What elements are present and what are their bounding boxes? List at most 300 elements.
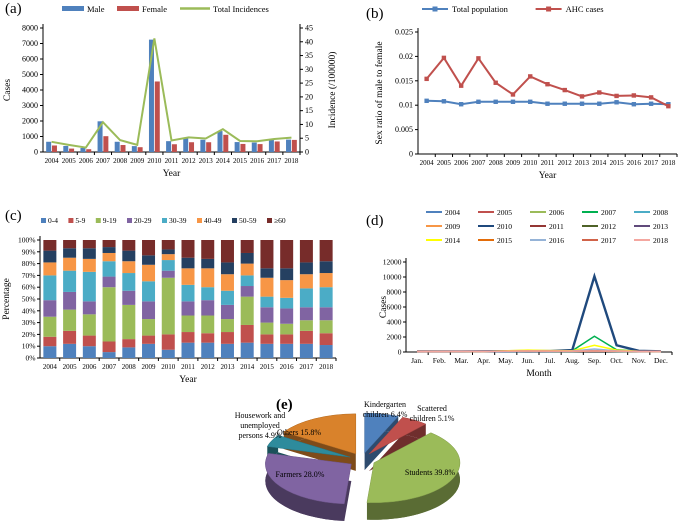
x-tick: Jun. [521,356,535,365]
stack-segment [241,286,254,297]
bar-female [189,142,194,152]
x-tick: 2016 [279,363,294,371]
pie-label: persons 4.9% [238,431,282,440]
legend-label: 2005 [497,208,512,217]
stack-segment [300,288,313,307]
stack-segment [300,274,313,288]
x-tick: Nov. [631,356,646,365]
stack-segment [320,240,333,261]
stack-segment [320,261,333,273]
x-tick: 2005 [62,363,77,371]
legend-label: 5-9 [75,216,86,225]
stack-segment [83,346,96,358]
stack-segment [103,287,116,341]
stack-segment [221,291,234,305]
stack-segment [241,264,254,276]
legend-swatch [232,218,237,223]
y-tick: 8000 [386,287,402,297]
stack-segment [142,281,155,301]
y-tick: 50% [21,294,36,304]
x-tick: Dec. [653,356,668,365]
x-axis-title: Year [179,375,197,385]
legend-d [426,208,668,245]
stack-segment [103,277,116,288]
legend-label: 2007 [601,208,616,217]
stack-segment [63,292,76,310]
legend-swatch [117,6,139,11]
stack-segment [142,301,155,319]
panel-b [342,0,685,198]
marker [545,82,549,86]
marker [528,74,532,78]
stack-segment [280,334,293,343]
x-tick: Aug. [564,356,580,365]
stack-segment [280,308,293,323]
stack-segment [122,251,135,262]
stack-segment [182,316,195,333]
series-line-2007 [417,336,661,351]
x-tick: 2004 [42,363,57,371]
stack-segment [142,255,155,264]
stack-segment [162,278,175,335]
stack-segment [320,333,333,345]
stack-segment [260,307,273,322]
y-tick: 0.025 [395,27,413,37]
marker [476,100,480,104]
x-tick: 2018 [319,363,334,371]
stack-segment [43,337,56,346]
bar-male [132,146,137,152]
stack-segment [43,317,56,337]
series-line-2010 [417,276,661,351]
y-tick-right: 45 [305,23,313,33]
y-tick: 80% [21,259,36,269]
marker [649,95,653,99]
panel-d-monthly-line-chart [342,205,685,393]
pie-label: Scattered [417,404,447,413]
bar-male [269,140,274,152]
stack-segment [142,265,155,282]
x-tick: 2014 [215,157,230,165]
bar-male [200,140,205,152]
panel-d [342,205,685,393]
legend-label: 2006 [549,208,564,217]
y-tick-left: 7000 [22,39,38,48]
marker [563,102,567,106]
stack-segment [320,320,333,333]
bar-female [103,136,108,152]
stack-segment [83,272,96,302]
legend-swatch [96,218,101,223]
y-tick-left: 8000 [22,23,38,33]
bar-male [235,142,240,152]
x-tick: 2006 [82,363,97,371]
y-tick: 90% [21,247,36,257]
stack-segment [182,332,195,343]
marker [597,102,601,106]
bar-male [218,131,223,152]
y-tick: 6000 [386,302,402,312]
x-tick: 2007 [95,157,110,165]
x-tick: 2008 [488,159,503,167]
legend-label: ≥60 [274,216,286,225]
x-tick: 2013 [575,159,590,167]
x-tick: 2015 [259,363,274,371]
marker [476,56,480,60]
stack-segment [280,240,293,268]
x-tick: 2015 [233,157,248,165]
legend-label: 2010 [497,222,512,231]
stack-segment [221,274,234,291]
bar-male [115,142,120,152]
legend-swatch [267,218,272,223]
stack-segment [162,260,175,271]
stack-segment [162,254,175,260]
y-tick: 0 [397,347,402,357]
y-tick: 70% [21,270,36,280]
legend-label: Male [87,4,105,14]
marker [511,100,515,104]
panel-b-line-chart [342,0,685,198]
y-tick-left: 5000 [22,70,38,79]
stack-segment [260,334,273,343]
stack-segment [300,344,313,358]
stack-segment [241,297,254,325]
stack-segment [260,297,273,308]
stack-segment [201,333,214,342]
x-tick: 2015 [609,159,624,167]
legend-label: 2011 [549,222,564,231]
bar-female [52,145,57,152]
stack-segment [43,262,56,275]
legend-swatch [62,6,84,11]
x-tick: 2012 [557,159,572,167]
stack-segment [83,301,96,314]
marker [597,90,601,94]
y-tick: 0.005 [395,125,413,135]
marker [528,100,532,104]
bar-female [121,145,126,152]
stack-segment [43,240,56,251]
stack-segment [320,307,333,320]
y-tick-right: 10 [305,119,313,129]
stack-segment [122,291,135,305]
pie-label: Farmers 28.0% [275,470,325,479]
panel-a-bar-line-chart [0,0,342,198]
stack-segment [63,240,76,248]
y-tick-right: 35 [305,51,313,61]
legend-label: 30-39 [169,216,187,225]
stack-segment [142,240,155,255]
panel-label-c: (c) [5,208,22,224]
y-tick: 0.01 [399,100,413,110]
x-tick: 2017 [267,157,282,165]
legend-swatch [197,218,202,223]
stack-segment [320,273,333,287]
y-tick: 20% [21,329,36,339]
bar-male [80,148,85,152]
stack-segment [43,251,56,263]
stack-segment [201,259,214,268]
x-tick: Feb. [432,356,446,365]
bar-female [275,141,280,152]
bar-female [223,135,228,152]
legend-label: 2016 [549,236,564,245]
bar-female [292,140,297,152]
stack-segment [63,258,76,271]
stack-segment [260,240,273,268]
y-axis-title: Sex ratio of male to female [375,41,385,145]
stack-segment [280,280,293,298]
y-tick-right: 5 [305,133,309,143]
stack-segment [142,344,155,358]
stack-segment [241,343,254,358]
legend-label: 2018 [653,236,668,245]
stack-segment [122,347,135,358]
stack-segment [221,240,234,262]
bar-male [166,141,171,152]
y-tick-right: 0 [305,147,309,157]
stack-segment [260,344,273,358]
stack-segment [122,261,135,273]
stack-segment [201,240,214,259]
y-tick: 10000 [382,272,402,282]
x-tick: 2004 [44,157,59,165]
pie-label: Others 15.8% [277,428,321,437]
x-tick: Mar. [454,356,469,365]
stack-segment [162,240,175,249]
legend-label: 20-29 [134,216,152,225]
stack-segment [260,278,273,297]
stack-segment [201,268,214,287]
marker [666,104,670,108]
x-tick: Jul. [544,356,556,365]
legend-swatch [162,218,167,223]
legend-b [422,4,604,14]
stack-segment [43,346,56,358]
stack-segment [122,339,135,347]
legend-marker [433,7,438,12]
y-axis-title-right: Incidence (/100000) [328,51,338,129]
legend-label: 50-59 [239,216,257,225]
y-tick: 40% [21,306,36,316]
stack-segment [122,273,135,291]
marker [563,88,567,92]
stack-segment [83,259,96,272]
marker [614,94,618,98]
x-tick: 2013 [220,363,235,371]
stack-segment [83,248,96,259]
stack-segment [122,305,135,339]
stack-segment [103,341,116,352]
bar-female [172,144,177,152]
marker [494,100,498,104]
panel-label-b: (b) [366,6,384,22]
x-tick: 2005 [61,157,76,165]
stack-segment [260,268,273,277]
x-tick: 2009 [130,157,145,165]
stack-segment [182,343,195,358]
stack-segment [162,271,175,278]
x-axis-title: Year [162,169,181,179]
legend-swatch [41,218,46,223]
stack-segment [162,249,175,254]
x-tick: 2008 [113,157,128,165]
marker [459,102,463,106]
stack-segment [63,310,76,331]
x-tick: 2006 [78,157,93,165]
stack-segment [182,285,195,302]
stack-segment [83,240,96,248]
x-tick: 2007 [102,363,117,371]
bar-female [155,81,160,152]
marker [424,99,428,103]
marker [494,81,498,85]
x-tick: 2005 [436,159,451,167]
bar-male [63,146,68,152]
x-tick: Apr. [477,356,491,365]
stack-segment [83,336,96,347]
legend-label: 40-49 [204,216,222,225]
pie-label: Students 39.8% [404,468,456,477]
stack-segment [63,271,76,292]
x-tick: 2007 [471,159,486,167]
stack-segment [182,301,195,315]
x-tick: Oct. [610,356,623,365]
stack-segment [280,344,293,358]
marker [632,93,636,97]
legend-label: Total Incidences [213,4,269,14]
legend-label: 2015 [497,236,512,245]
y-tick-left: 3000 [22,101,38,110]
y-tick: 100% [18,235,36,245]
legend-label: 2009 [445,222,460,231]
x-tick: 2010 [161,363,176,371]
pie-label: children 6.4% [362,410,408,419]
stack-segment [300,320,313,331]
marker [580,102,584,106]
stack-segment [142,336,155,344]
stack-segment [63,248,76,257]
panel-label-e: (e) [276,397,293,413]
stack-segment [103,240,116,247]
x-tick: 2009 [505,159,520,167]
legend-label: AHC cases [565,4,604,14]
x-tick: 2016 [626,159,641,167]
y-tick-left: 2000 [22,116,38,126]
bar-female [240,144,245,152]
bar-male [286,140,291,152]
bar-male [46,142,51,152]
legend-a [62,4,269,14]
stack-segment [122,240,135,251]
bar-female [258,144,263,152]
y-tick: 0% [25,353,36,363]
y-tick: 0 [409,149,413,159]
legend-label: Total population [452,4,508,14]
x-tick: 2017 [299,363,314,371]
marker [632,102,636,106]
x-tick: 2012 [200,363,215,371]
y-tick: 0.015 [395,76,413,86]
marker [442,56,446,60]
x-tick: 2004 [419,159,434,167]
marker [614,100,618,104]
legend-label: 2012 [601,222,616,231]
stack-segment [201,316,214,334]
pie-slice-farmers [265,453,351,521]
legend-label: 2014 [445,236,460,245]
bar-male [183,138,188,152]
stack-segment [241,253,254,264]
y-tick-right: 25 [305,78,313,88]
legend-label: 2008 [653,208,668,217]
stack-segment [241,275,254,286]
y-axis-title: Percentage [2,278,12,320]
marker [545,102,549,106]
marker [511,92,515,96]
marker [459,83,463,87]
stack-segment [162,334,175,349]
line-total-incidences [52,38,292,147]
x-tick: 2010 [147,157,162,165]
x-tick: 2009 [141,363,156,371]
panel-e-pie-chart [118,393,573,524]
x-axis-title: Month [526,369,552,379]
x-tick: 2008 [121,363,136,371]
x-tick: Jan. [411,356,424,365]
pie-label: children 5.1% [409,414,455,423]
y-tick-left: 0 [34,147,38,157]
stack-segment [221,319,234,332]
pie-label: unemployed [240,421,280,430]
y-tick: 60% [21,282,36,292]
bar-female [138,147,143,152]
x-tick: 2018 [284,157,299,165]
stack-segment [221,262,234,274]
stack-segment [182,240,195,258]
x-tick: 2012 [181,157,196,165]
stack-segment [201,343,214,358]
x-tick: 2013 [198,157,213,165]
x-tick: 2006 [454,159,469,167]
x-tick: May. [498,356,514,365]
x-tick: 2017 [644,159,659,167]
x-axis-title: Year [538,171,557,181]
marker [580,94,584,98]
stack-segment [260,323,273,335]
stack-segment [43,300,56,317]
stack-segment [201,300,214,315]
legend-label: 2013 [653,222,668,231]
stack-segment [280,298,293,309]
stack-segment [320,287,333,307]
y-tick-left: 4000 [22,85,38,95]
panel-e [118,393,573,524]
stack-segment [300,331,313,344]
stack-segment [280,268,293,280]
stack-segment [142,319,155,336]
marker [424,77,428,81]
y-tick-left: 1000 [22,132,38,141]
legend-swatch [68,218,73,223]
y-tick: 0.02 [399,51,413,61]
marker [649,102,653,106]
x-tick: Sep. [587,356,601,365]
bar-male [252,143,257,152]
stack-segment [182,268,195,285]
stack-segment [63,331,76,344]
